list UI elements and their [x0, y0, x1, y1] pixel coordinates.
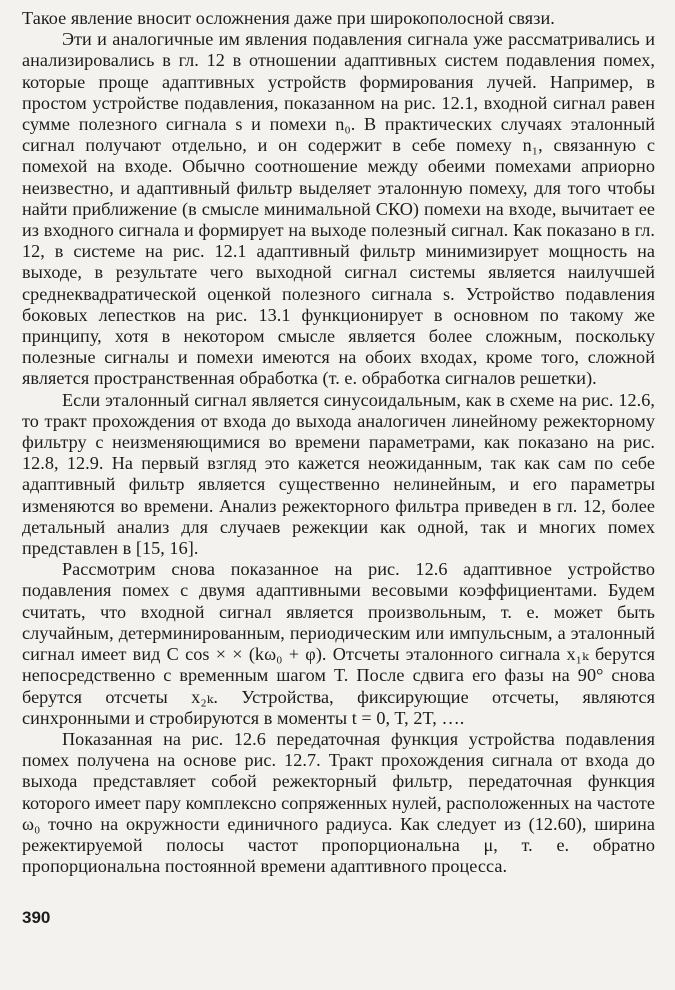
body-text — [22, 8, 655, 877]
paragraph-1: Такое явление вносит осложнения даже при широкополосной связи. — [22, 8, 555, 28]
paragraph-3: Если эталонный сигнал является синусоидальным, как в схеме на рис. 12.6, то тракт прохождения от входа до выхода аналогичен линейному режекторному фильтру с неизменяющимися во времени параметрами, как показано на рис. 12.8, 12.9. На первый взгляд это кажется неожиданным, так как сам по себе адаптивный фильтр является существенно нелинейным, и его параметры изменяются во времени. Анализ режекторного фильтра приведен в гл. 12, более детальный анализ для случаев режекции как одной, так и многих помех представлен в [15, 16]. — [22, 389, 655, 559]
paragraph-4: Рассмотрим снова показанное на рис. 12.6 адаптивное устройство подавления помех с двумя адаптивными весовыми коэффициентами. Будем считать, что входной сигнал является произвольным, т. е. может быть случайным, детерминированным, периодическим или импульсным, а эталонный сигнал имеет вид C cos × × (kω₀ + φ). Отсчеты эталонного сигнала x₁ₖ берутся непосредственно с временным шагом T. После сдвига его фазы на 90° снова берутся отсчеты x₂ₖ. Устройства, фиксирующие отсчеты, являются синхронными и стробируются в моменты t = 0, T, 2T, …. — [22, 559, 655, 728]
page-number: 390 — [22, 908, 51, 927]
paragraph-5: Показанная на рис. 12.6 передаточная функция устройства подавления помех получена на основе рис. 12.7. Тракт прохождения сигнала от входа до выхода представляет собой режекторный фильтр, передаточная функция которого имеет пару комплексно сопряженных нулей, расположенных на частоте ω₀ точно на окружности единичного радиуса. Как следует из (12.60), ширина режектируемой полосы частот пропорциональна μ, т. е. обратно пропорциональна постоянной времени адаптивного процесса. — [22, 728, 655, 877]
paragraph-2: Эти и аналогичные им явления подавления сигнала уже рассматривались и анализировались в гл. 12 в отношении адаптивных систем подавления помех, которые проще адаптивных устройств формирования лучей. Например, в простом устройстве подавления, показанном на рис. 12.1, входной сигнал равен сумме полезного сигнала s и помехи n₀. В практических случаях эталонный сигнал получают отдельно, и он содержит в себе помеху n₁, связанную с помехой на входе. Обычно соотношение между обеими помехами априорно неизвестно, и адаптивный фильтр выделяет эталонную помеху, для того чтобы найти приближение (в смысле минимальной СКО) помехи на входе, вычитает ее из входного сигнала и формирует на выходе полезный сигнал. Как показано в гл. 12, в системе на рис. 12.1 адаптивный фильтр минимизирует мощность на выходе, в результате чего выходной сигнал системы является наилучшей среднеквадратической оценкой полезного сигнала s. Устройство подавления боковых лепестков на рис. 13.1 функционирует в основном по такому же принципу, хотя в некотором смысле является более сложным, поскольку полезные сигналы и помехи имеются на обоих входах, кроме того, сложной является пространственная обработка (т. е. обработка сигналов решетки). — [22, 29, 655, 389]
